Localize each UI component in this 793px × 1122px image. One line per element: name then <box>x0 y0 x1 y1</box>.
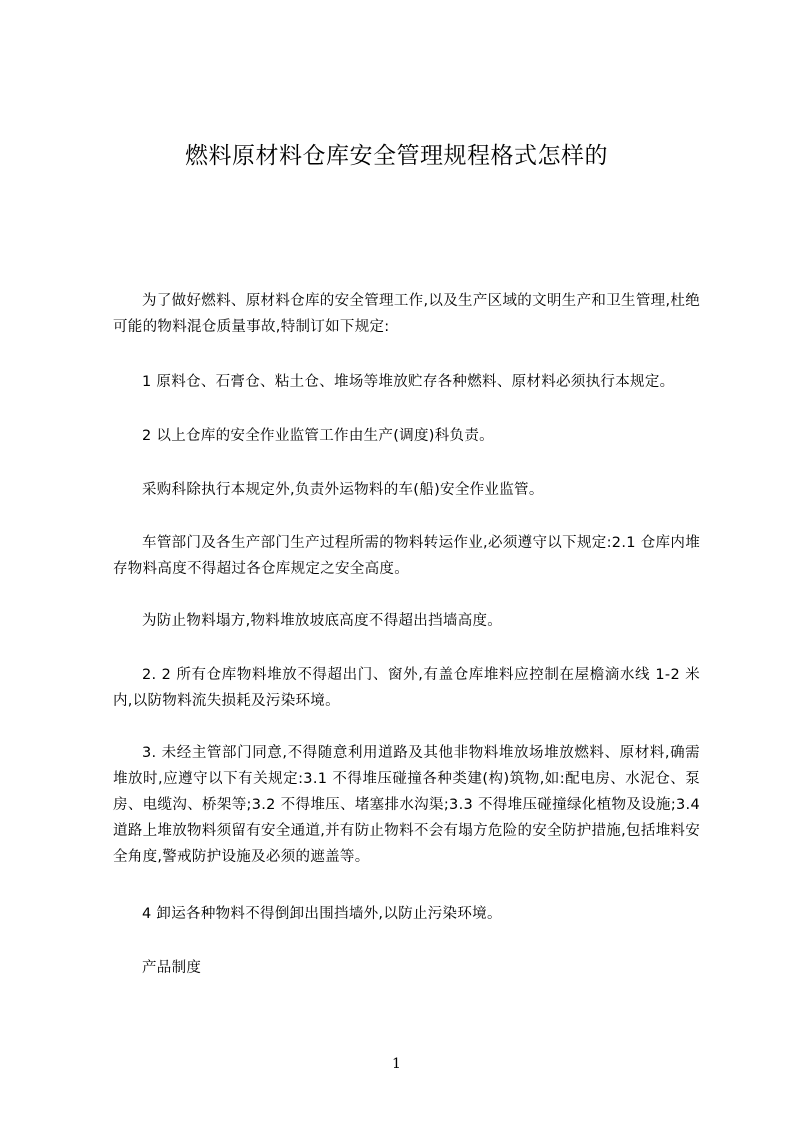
paragraph-rule-1: 1 原料仓、石膏仓、粘土仓、堆场等堆放贮存各种燃料、原材料必须执行本规定。 <box>142 374 675 390</box>
paragraph-product-system: 产品制度 <box>142 960 202 976</box>
paragraph-rule-2: 2 以上仓库的安全作业监管工作由生产(调度)科负责。 <box>142 428 494 444</box>
paragraph-rule-2-2: 2. 2 所有仓库物料堆放不得超出门、窗外,有盖仓库堆料应控制在屋檐滴水线 1-2 米内,以防物料流失损耗及污染环境。 <box>113 667 700 709</box>
paragraph-transfer-rules: 车管部门及各生产部门生产过程所需的物料转运作业,必须遵守以下规定:2.1 仓库内堆存物料高度不得超过各仓库规定之安全高度。 <box>113 535 700 577</box>
page-number: 1 <box>392 1056 401 1072</box>
paragraph-purchasing: 采购科除执行本规定外,负责外运物料的车(船)安全作业监管。 <box>142 482 544 498</box>
paragraph-intro: 为了做好燃料、原材料仓库的安全管理工作,以及生产区域的文明生产和卫生管理,杜绝可能的物料混仓质量事故,特制订如下规定: <box>113 293 700 335</box>
document-title: 燃料原材料仓库安全管理规程格式怎样的 <box>185 143 608 169</box>
paragraph-rule-4: 4 卸运各种物料不得倒卸出围挡墙外,以防止污染环境。 <box>142 906 502 922</box>
paragraph-rule-3: 3. 未经主管部门同意,不得随意利用道路及其他非物料堆放场堆放燃料、原材料,确需堆放时,应遵守以下有关规定:3.1 不得堆压碰撞各种类建(构)筑物,如:配电房、水泥仓、泵房、电缆沟、桥架等;3.2 不得堆压、堵塞排水沟渠;3.3 不得堆压碰撞绿化植物及设施;3.4 道路上堆放物料须留有安全通道,并有防止物料不会有塌方危险的安全防护措施,包括堆料安全角度,警戒防护设施及必须的遮盖等。 <box>113 745 701 865</box>
paragraph-collapse-prevention: 为防止物料塌方,物料堆放坡底高度不得超出挡墙高度。 <box>142 613 503 629</box>
